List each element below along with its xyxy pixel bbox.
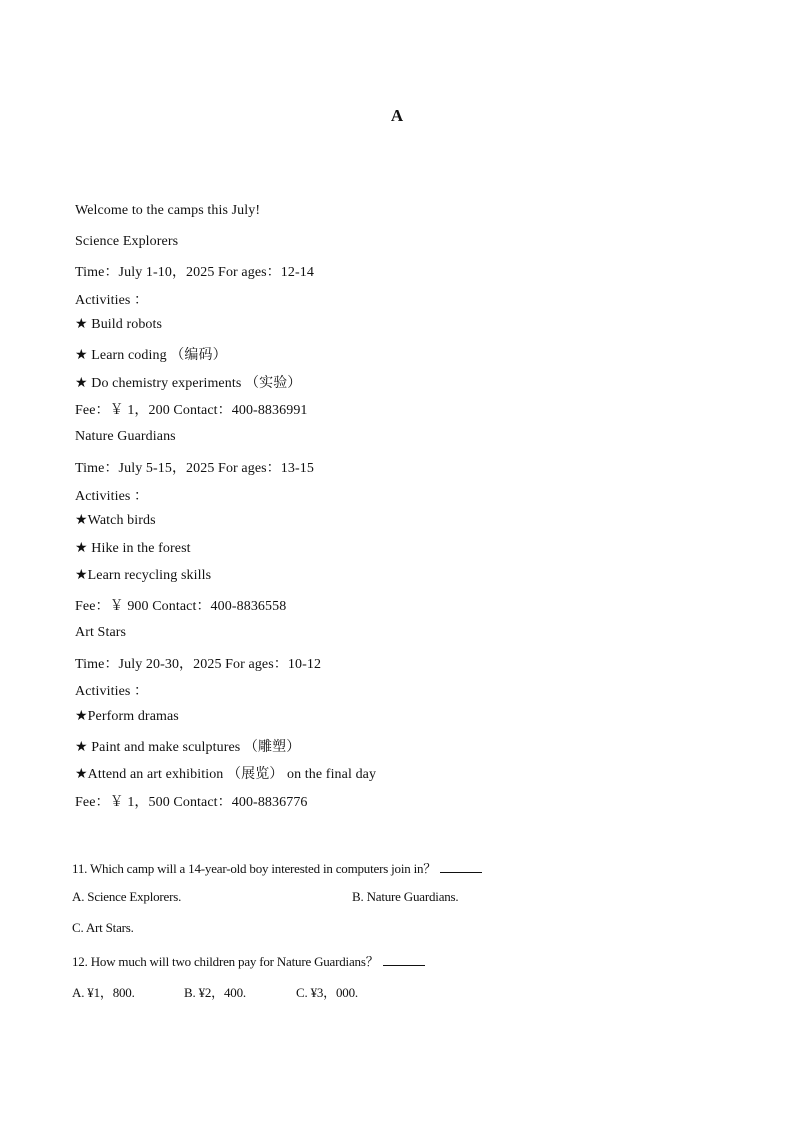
passage-intro: Welcome to the camps this July! <box>75 203 261 218</box>
camp-time-ages: Time：July 20-30，2025 For ages：10-12 <box>75 657 322 672</box>
option-a[interactable]: A. Science Explorers. <box>72 889 182 904</box>
activity-item: ★Watch birds <box>75 513 156 528</box>
activities-label: Activities ： <box>75 684 149 699</box>
camp-name-nature-guardians: Nature Guardians <box>75 429 176 444</box>
option-b[interactable]: B. Nature Guardians. <box>352 889 459 904</box>
activities-label: Activities ： <box>75 293 149 308</box>
answer-blank[interactable] <box>440 860 482 873</box>
activities-label: Activities ： <box>75 489 149 504</box>
option-c[interactable]: C. Art Stars. <box>72 920 134 935</box>
activity-item: ★ Hike in the forest <box>75 541 191 556</box>
camp-name-science-explorers: Science Explorers <box>75 234 179 249</box>
passage-title: A <box>390 106 404 125</box>
question-stem: 11. Which camp will a 14-year-old boy interested in computers join in？ <box>72 861 437 876</box>
option-c[interactable]: C. ¥3，000. <box>296 985 358 1000</box>
camp-time-ages: Time：July 5-15，2025 For ages：13-15 <box>75 461 314 476</box>
fee-contact: Fee：￥ 900 Contact：400-8836558 <box>75 599 287 614</box>
fee-contact: Fee：￥ 1，500 Contact：400-8836776 <box>75 795 308 810</box>
camp-time-ages: Time：July 1-10，2025 For ages：12-14 <box>75 265 314 280</box>
activity-item: ★ Build robots <box>75 317 163 332</box>
activity-item: ★Perform dramas <box>75 709 179 724</box>
activity-item: ★Attend an art exhibition （展览） on the final day <box>75 767 377 782</box>
fee-contact: Fee：￥ 1，200 Contact：400-8836991 <box>75 403 308 418</box>
activity-item: ★Learn recycling skills <box>75 568 212 583</box>
question-stem: 12. How much will two children pay for Nature Guardians？ <box>72 954 379 969</box>
activity-item: ★ Do chemistry experiments （实验） <box>75 376 302 391</box>
option-b[interactable]: B. ¥2，400. <box>184 985 246 1000</box>
activity-item: ★ Learn coding （编码） <box>75 348 227 363</box>
answer-blank[interactable] <box>383 953 425 966</box>
question-12 <box>72 951 425 970</box>
option-a[interactable]: A. ¥1，800. <box>72 985 135 1000</box>
activity-item: ★ Paint and make sculptures （雕塑） <box>75 740 301 755</box>
camp-name-art-stars: Art Stars <box>75 625 127 640</box>
question-11 <box>72 858 482 877</box>
